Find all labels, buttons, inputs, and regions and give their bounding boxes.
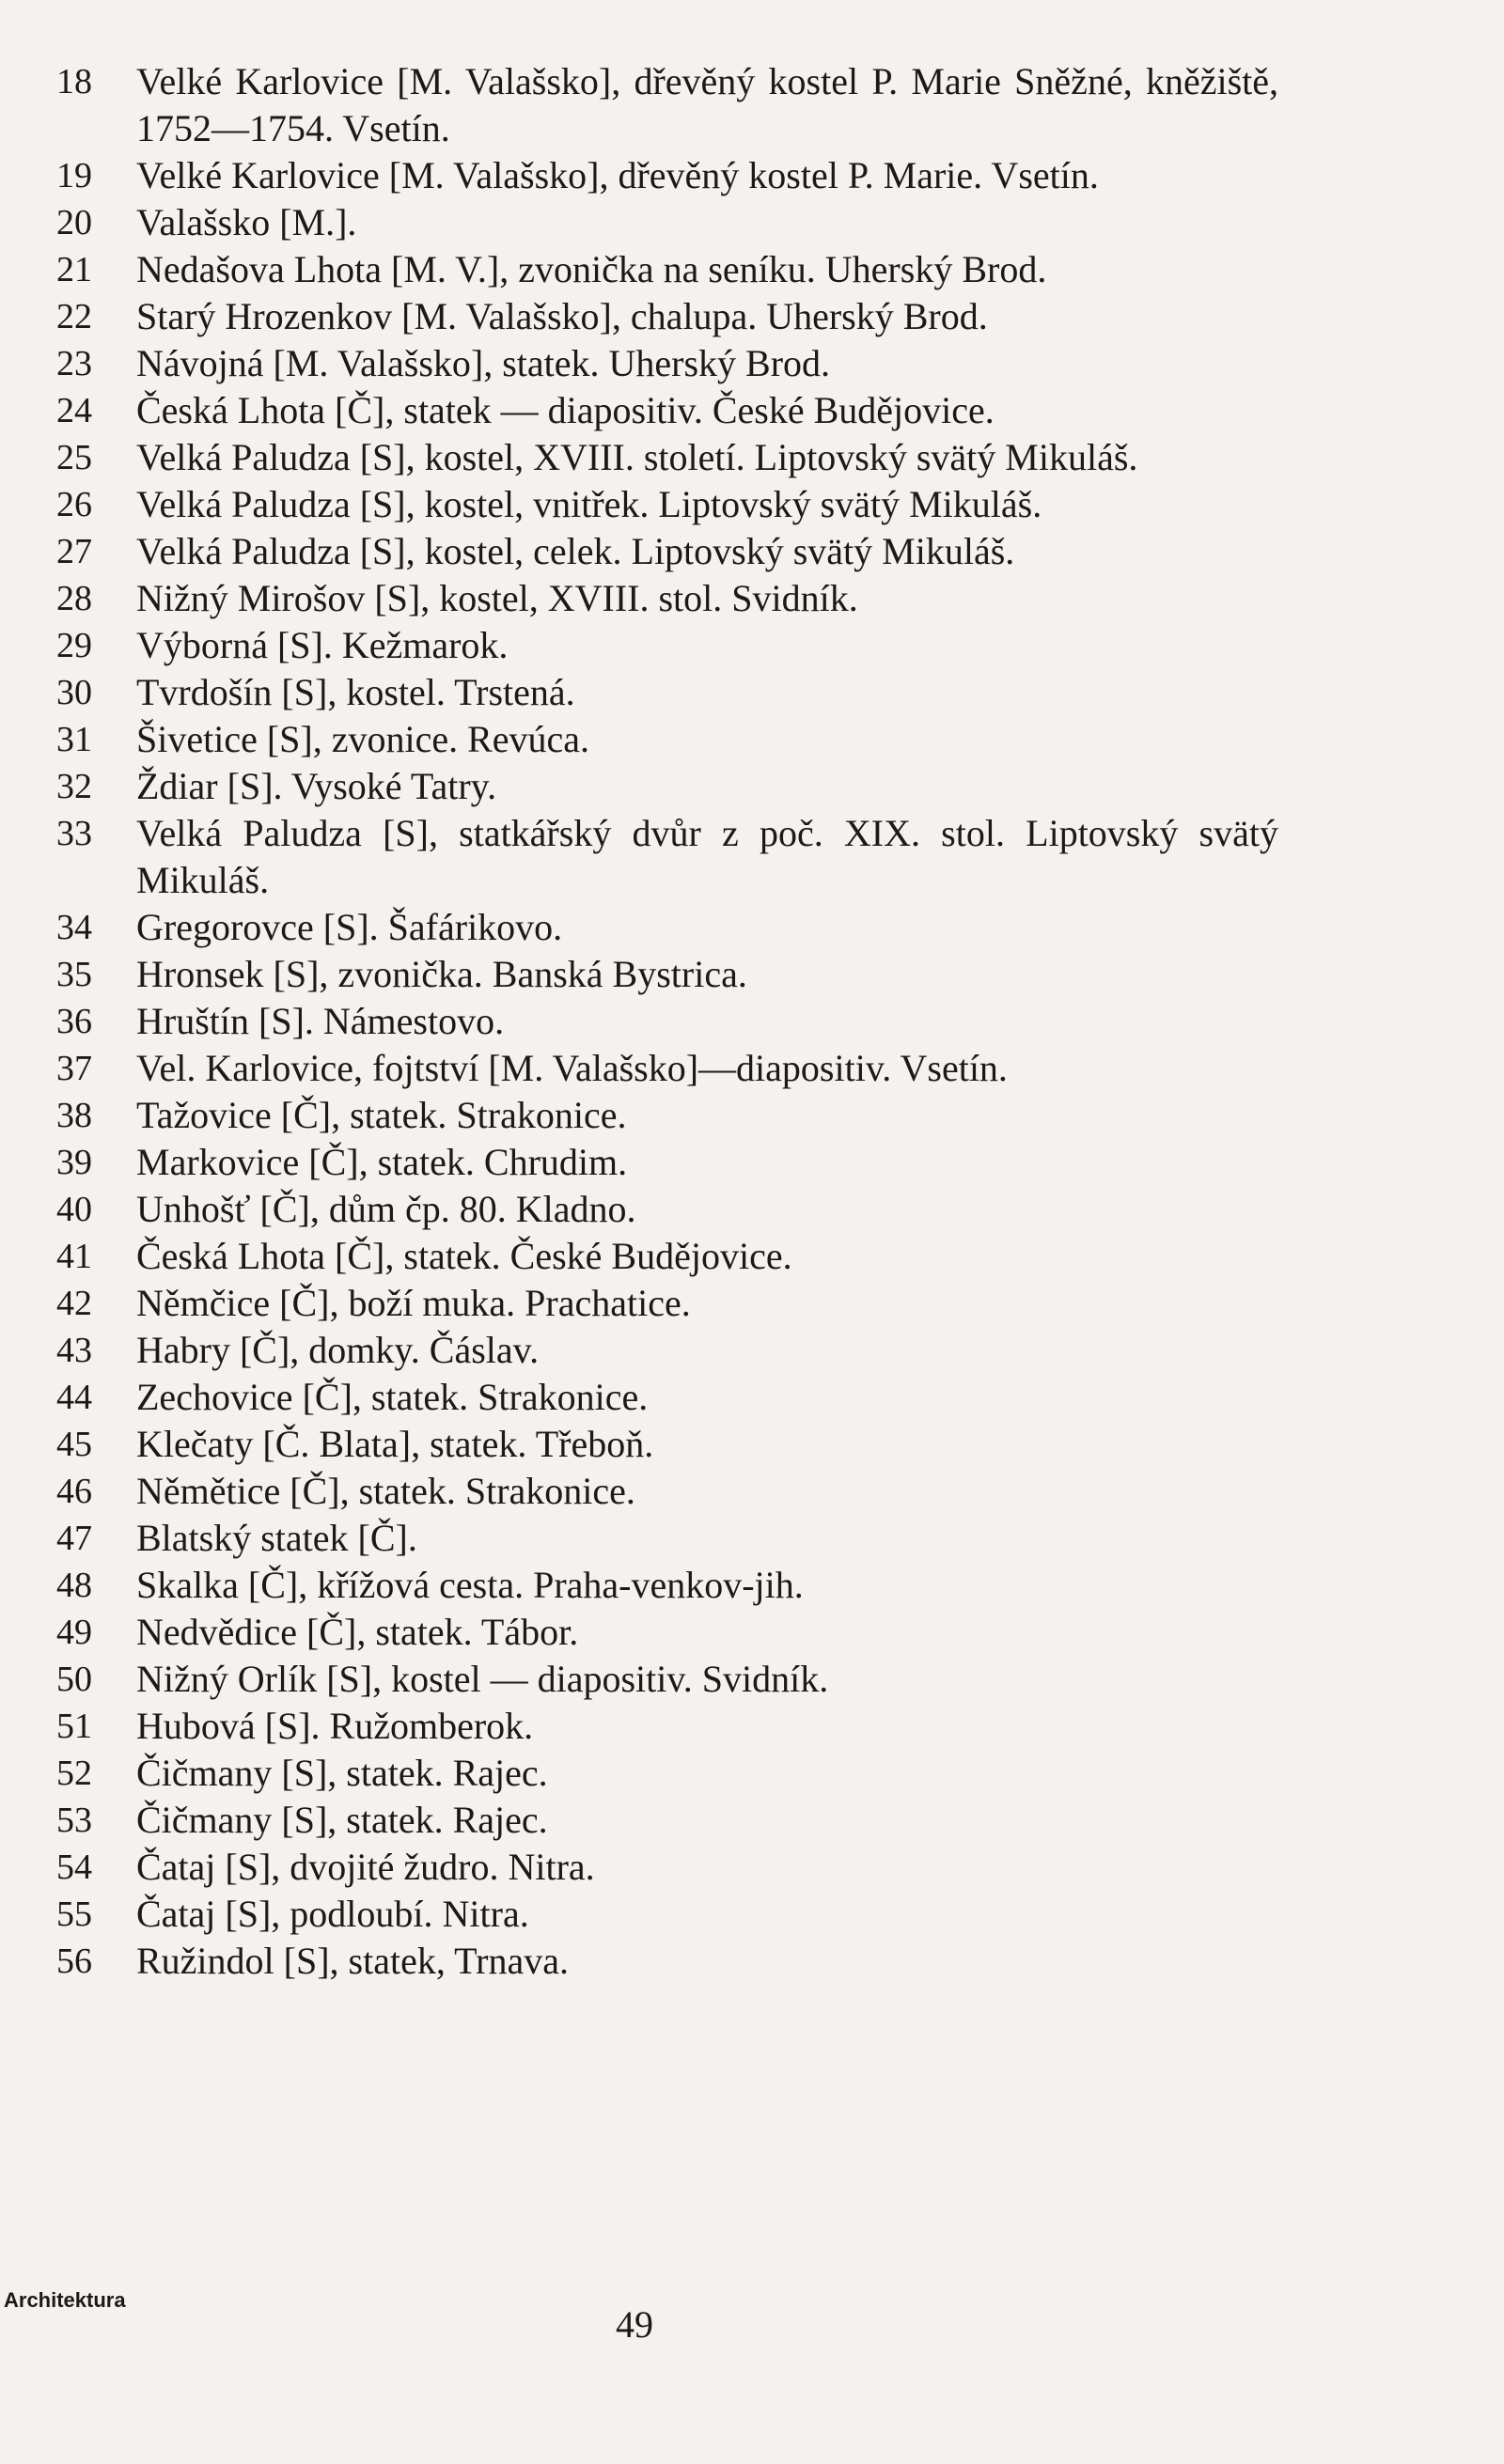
entry-text: Klečaty [Č. Blata], statek. Třeboň.: [136, 1423, 654, 1465]
entry-text: Velká Paludza [S], kostel, XVIII. století. Liptovský svätý Mikuláš.: [136, 436, 1138, 478]
list-item: [56, 1703, 1278, 1750]
list-item: [56, 622, 1278, 669]
entry-text: Hruštín [S]. Námestovo.: [136, 1000, 505, 1042]
entry-text: Velké Karlovice [M. Valašsko], dřevěný kostel P. Marie Sněžné, kněžiště, 1752—1754. Vsetín.: [136, 60, 1278, 149]
entry-number: 23: [56, 344, 92, 383]
entry-text: Čičmany [S], statek. Rajec.: [136, 1799, 548, 1841]
entry-number: 41: [56, 1237, 92, 1276]
list-item: [56, 904, 1278, 951]
entry-number: 28: [56, 579, 92, 618]
entry-text: Hubová [S]. Ružomberok.: [136, 1705, 534, 1747]
entry-number: 32: [56, 767, 92, 806]
entry-number: 46: [56, 1472, 92, 1511]
list-item: [56, 1468, 1278, 1515]
entry-number: 33: [56, 814, 92, 853]
entry-number: 47: [56, 1519, 92, 1558]
entry-text: Markovice [Č], statek. Chrudim.: [136, 1141, 628, 1183]
entry-number: 37: [56, 1049, 92, 1088]
section-label: Architektura: [4, 2288, 126, 2312]
entry-text: Nižný Mirošov [S], kostel, XVIII. stol. Svidník.: [136, 577, 858, 619]
list-item: [56, 199, 1278, 246]
list-item: [56, 434, 1278, 481]
list-item: [56, 1186, 1278, 1233]
entry-text: Blatský statek [Č].: [136, 1517, 417, 1559]
entry-text: Nedvědice [Č], statek. Tábor.: [136, 1611, 579, 1653]
entry-text: Unhošť [Č], dům čp. 80. Kladno.: [136, 1188, 636, 1230]
entry-number: 29: [56, 626, 92, 665]
entry-text: Velká Paludza [S], statkářský dvůr z poč. XIX. stol. Liptovský svätý Mikuláš.: [136, 812, 1278, 901]
entry-number: 22: [56, 297, 92, 336]
entry-number: 25: [56, 438, 92, 477]
list-item: [56, 340, 1278, 387]
list-item: [56, 1562, 1278, 1609]
entry-text: Valašsko [M.].: [136, 201, 357, 243]
list-item: [56, 1891, 1278, 1938]
list-item: [56, 387, 1278, 434]
entry-number: 24: [56, 391, 92, 430]
list-item: [56, 1139, 1278, 1186]
list-item: [56, 763, 1278, 810]
entry-number: 53: [56, 1801, 92, 1840]
entry-text: Gregorovce [S]. Šafárikovo.: [136, 906, 563, 948]
list-item: [56, 1750, 1278, 1797]
list-item: [56, 1374, 1278, 1421]
list-item: [56, 575, 1278, 622]
entry-text: Čataj [S], podloubí. Nitra.: [136, 1893, 529, 1935]
page-number: 49: [616, 2303, 653, 2346]
entry-number: 56: [56, 1942, 92, 1981]
entry-number: 36: [56, 1002, 92, 1041]
entry-number: 49: [56, 1613, 92, 1652]
entry-text: Němětice [Č], statek. Strakonice.: [136, 1470, 635, 1512]
entry-text: Ždiar [S]. Vysoké Tatry.: [136, 765, 497, 807]
entry-text: Čičmany [S], statek. Rajec.: [136, 1752, 548, 1794]
entry-number: 40: [56, 1190, 92, 1229]
entry-text: Vel. Karlovice, fojtství [M. Valašsko]—diapositiv. Vsetín.: [136, 1047, 1008, 1089]
list-item: [56, 293, 1278, 340]
list-item: [56, 1797, 1278, 1844]
list-item: [56, 1938, 1278, 1985]
list-item: [56, 998, 1278, 1045]
entry-number: 45: [56, 1425, 92, 1464]
entry-text: Velká Paludza [S], kostel, vnitřek. Liptovský svätý Mikuláš.: [136, 483, 1042, 525]
list-item: [56, 810, 1278, 904]
entry-text: Velká Paludza [S], kostel, celek. Liptovský svätý Mikuláš.: [136, 530, 1015, 572]
list-item: [56, 1045, 1278, 1092]
entry-number: 19: [56, 156, 92, 195]
entry-text: Velké Karlovice [M. Valašsko], dřevěný kostel P. Marie. Vsetín.: [136, 154, 1099, 196]
list-item: [56, 152, 1278, 199]
list-item: [56, 1515, 1278, 1562]
list-item: [56, 1656, 1278, 1703]
entry-text: Tažovice [Č], statek. Strakonice.: [136, 1094, 627, 1136]
entry-text: Habry [Č], domky. Čáslav.: [136, 1329, 540, 1371]
entry-text: Šivetice [S], zvonice. Revúca.: [136, 718, 590, 760]
entry-text: Česká Lhota [Č], statek. České Budějovice.: [136, 1235, 792, 1277]
list-item: [56, 1421, 1278, 1468]
entry-list: [56, 58, 1278, 1985]
list-item: [56, 669, 1278, 716]
list-item: [56, 1092, 1278, 1139]
entry-text: Čataj [S], dvojité žudro. Nitra.: [136, 1846, 595, 1888]
entry-text: Ružindol [S], statek, Trnava.: [136, 1940, 569, 1982]
entry-number: 38: [56, 1096, 92, 1135]
entry-text: Hronsek [S], zvonička. Banská Bystrica.: [136, 953, 747, 995]
entry-number: 34: [56, 908, 92, 947]
entry-number: 18: [56, 62, 92, 101]
entry-text: Skalka [Č], křížová cesta. Praha-venkov-jih.: [136, 1564, 804, 1606]
list-item: [56, 1609, 1278, 1656]
entry-text: Návojná [M. Valašsko], statek. Uherský Brod.: [136, 342, 831, 384]
entry-text: Zechovice [Č], statek. Strakonice.: [136, 1376, 649, 1418]
entry-number: 35: [56, 955, 92, 994]
entry-number: 44: [56, 1378, 92, 1417]
entry-text: Nedašova Lhota [M. V.], zvonička na seníku. Uherský Brod.: [136, 248, 1047, 290]
list-item: [56, 716, 1278, 763]
entry-text: Starý Hrozenkov [M. Valašsko], chalupa. Uherský Brod.: [136, 295, 988, 337]
list-item: [56, 528, 1278, 575]
entry-text: Česká Lhota [Č], statek — diapositiv. České Budějovice.: [136, 389, 995, 431]
entry-number: 48: [56, 1566, 92, 1605]
entry-number: 54: [56, 1848, 92, 1887]
list-item: [56, 1327, 1278, 1374]
entry-text: Tvrdošín [S], kostel. Trstená.: [136, 671, 575, 713]
entry-text: Nižný Orlík [S], kostel — diapositiv. Svidník.: [136, 1658, 829, 1700]
entry-number: 20: [56, 203, 92, 242]
list-item: [56, 58, 1278, 152]
entry-number: 27: [56, 532, 92, 571]
entry-number: 52: [56, 1754, 92, 1793]
entry-number: 43: [56, 1331, 92, 1370]
list-item: [56, 246, 1278, 293]
entry-number: 42: [56, 1284, 92, 1323]
entry-number: 39: [56, 1143, 92, 1182]
list-item: [56, 1844, 1278, 1891]
entry-number: 50: [56, 1660, 92, 1699]
list-item: [56, 1233, 1278, 1280]
list-item: [56, 481, 1278, 528]
entry-text: Němčice [Č], boží muka. Prachatice.: [136, 1282, 691, 1324]
entry-number: 31: [56, 720, 92, 759]
entry-number: 55: [56, 1895, 92, 1934]
entry-number: 26: [56, 485, 92, 524]
entry-number: 21: [56, 250, 92, 289]
list-item: [56, 951, 1278, 998]
entry-number: 51: [56, 1707, 92, 1746]
entry-text: Výborná [S]. Kežmarok.: [136, 624, 509, 666]
entry-number: 30: [56, 673, 92, 712]
list-item: [56, 1280, 1278, 1327]
